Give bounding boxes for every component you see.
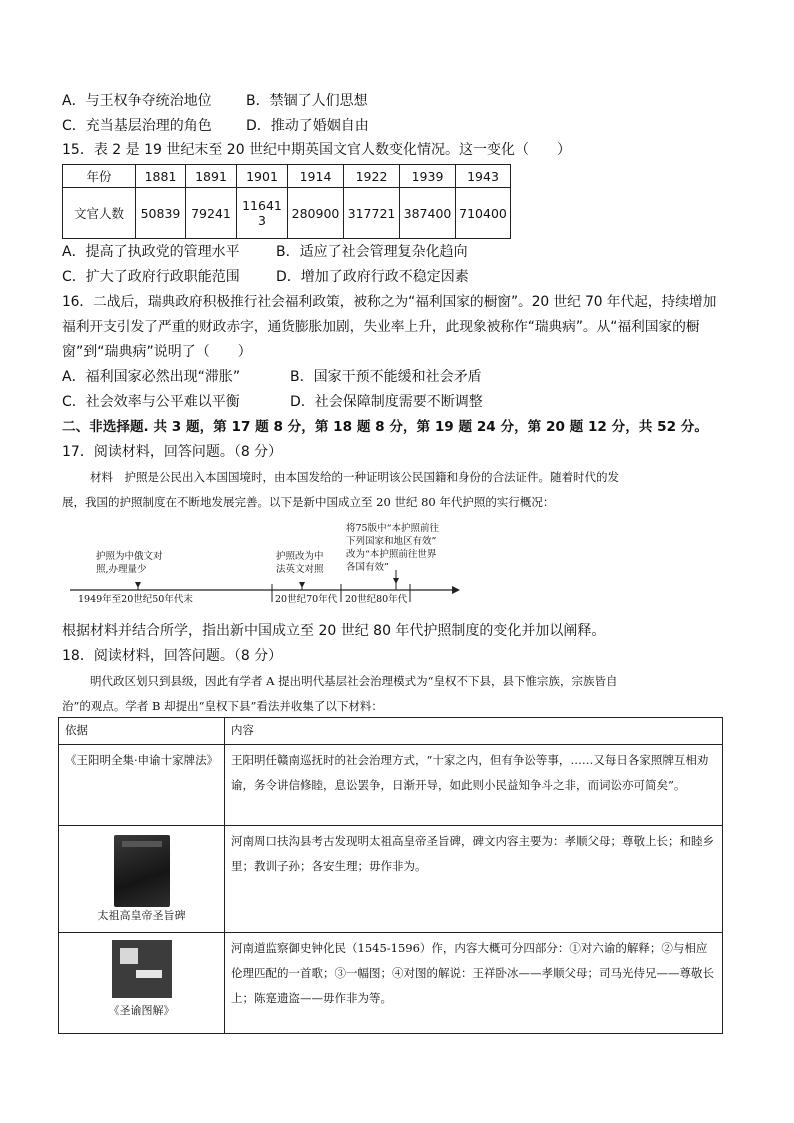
image-caption: 太祖高皇帝圣旨碑 [97, 909, 186, 922]
table-cell: 280900 [288, 188, 344, 239]
timeline-top-note [346, 522, 439, 574]
table-cell [237, 188, 288, 239]
note-line: 下列国家和地区有效” [346, 536, 437, 547]
q15-stem: 15．表 2 是 19 世纪末至 20 世纪中期英国文官人数变化情况。这一变化（ ） [62, 142, 572, 158]
q18-title: 18．阅读材料，回答问题。（8 分） [62, 648, 283, 664]
table-cell: 1891 [186, 165, 237, 188]
q16-line-3: 窗”到“瑞典病”说明了（ ） [62, 344, 252, 360]
cell-line: 3 [258, 213, 266, 228]
table-cell: 317721 [344, 188, 400, 239]
table-cell: 1943 [456, 165, 511, 188]
q16-option-c: C．社会效率与公平难以平衡 [62, 394, 240, 410]
table-row-content [225, 745, 723, 826]
table-header-basis [59, 718, 225, 745]
table-row-content [225, 933, 723, 1034]
q17-question: 根据材料并结合所学，指出新中国成立至 20 世纪 80 年代护照制度的变化并加以阐释。 [62, 623, 606, 639]
table-cell: 1922 [344, 165, 400, 188]
basis-text: 《王阳明全集·申谕十家牌法》 [65, 753, 219, 767]
timeline-era-3: 20世纪80年代 [345, 594, 408, 605]
q14-option-d: D．推动了婚姻自由 [246, 118, 369, 134]
note-line: 将75版中“本护照前往 [346, 523, 439, 534]
stele-image [114, 835, 170, 907]
q17-material-line-1: 材料 护照是公民出入本国国境时，由本国发给的一种证明该公民国籍和身份的合法证件。随着时代的发 [90, 470, 619, 484]
q17-material-line-2: 展，我国的护照制度在不断地发展完善。以下是新中国成立至 20 世纪 80 年代护照的实行概况： [62, 495, 555, 509]
section-heading: 二、非选择题. 共 3 题，第 17 题 8 分，第 18 题 8 分，第 19 题 24 分，第 20 题 12 分，共 52 分。 [62, 419, 708, 435]
table-cell: 79241 [186, 188, 237, 239]
note-line: 护照改为中 [276, 551, 324, 562]
q16-option-d: D．社会保障制度需要不断调整 [290, 394, 483, 410]
passport-timeline [66, 522, 466, 610]
illustration-image [112, 940, 172, 998]
q15-option-d: D．增加了政府行政不稳定因素 [276, 269, 469, 285]
q16-option-a: A．福利国家必然出现“滞胀” [62, 369, 241, 385]
q14-option-b: B．禁锢了人们思想 [246, 93, 368, 109]
content-text: 河南周口扶沟县考古发现明太祖高皇帝圣旨碑，碑文内容主要为：孝顺父母；尊敬上长；和睦乡里；教训子孙；各安生理；毋作非为。 [231, 834, 714, 873]
table-row-basis [59, 826, 225, 933]
timeline-note-1950s [96, 550, 163, 576]
table-cell: 1939 [400, 165, 456, 188]
image-caption: 《圣谕图解》 [108, 1004, 175, 1017]
table-cell: 50839 [136, 188, 186, 239]
note-line: 护照为中俄文对 [96, 551, 163, 562]
note-line: 法英文对照 [276, 564, 324, 575]
note-line: 改为“本护照前往世界 [346, 549, 437, 560]
q15-option-a: A．提高了执政党的管理水平 [62, 244, 240, 260]
evidence-table [58, 717, 723, 1034]
q18-material-line-1: 明代政区划只到县级，因此有学者 A 提出明代基层社会治理模式为“皇权不下县，县下惟宗族，宗族皆自 [90, 674, 618, 688]
q15-option-c: C．扩大了政府行政职能范围 [62, 269, 240, 285]
q17-title: 17．阅读材料，回答问题。（8 分） [62, 444, 283, 460]
timeline-era-2: 20世纪70年代 [275, 594, 338, 605]
civil-servant-table [62, 164, 511, 239]
q18-material-line-2: 治”的观点。学者 B 却提出“皇权下县”看法并收集了以下材料： [62, 699, 383, 713]
table-cell: 年份 [63, 165, 136, 188]
table-header-content [225, 718, 723, 745]
table-cell: 文官人数 [63, 188, 136, 239]
q16-option-b: B．国家干预不能缓和社会矛盾 [290, 369, 482, 385]
cell-line: 11641 [242, 198, 282, 213]
timeline-note-1970s [276, 550, 324, 576]
table-cell: 1901 [237, 165, 288, 188]
note-line: 各国有效” [346, 562, 389, 573]
table-cell: 710400 [456, 188, 511, 239]
q14-option-a: A．与王权争夺统治地位 [62, 93, 212, 109]
q14-option-c: C．充当基层治理的角色 [62, 118, 212, 134]
content-text: 王阳明任赣南巡抚时的社会治理方式，“十家之内，但有争讼等事，……又每日各家照牌互相劝谕，务令讲信修睦，息讼罢争，日渐开导，如此则小民益知争斗之非，而词讼亦可简矣”。 [231, 753, 709, 792]
table-cell: 387400 [400, 188, 456, 239]
q15-option-b: B．适应了社会管理复杂化趋向 [276, 244, 468, 260]
table-cell: 1881 [136, 165, 186, 188]
table-row-content [225, 826, 723, 933]
q16-line-1: 16．二战后，瑞典政府积极推行社会福利政策，被称之为“福利国家的橱窗”。20 世纪 70 年代起，持续增加 [62, 294, 717, 310]
content-text: 河南道监察御史钟化民（1545-1596）作，内容大概可分四部分：①对六谕的解释；②与相应伦理匹配的一首歌；③一幅图；④对图的解说：王祥卧冰——孝顺父母；司马光侍兄——尊敬长上；陈寔遗盗——毋作非为等。 [231, 941, 714, 1005]
q16-line-2: 福利开支引发了严重的财政赤字，通货膨胀加剧，失业率上升，此现象被称作“瑞典病”。从“福利国家的橱 [62, 319, 700, 335]
timeline-era-1: 1949年至20世纪50年代末 [78, 594, 193, 605]
table-cell: 1914 [288, 165, 344, 188]
header-text: 内容 [231, 723, 254, 737]
note-line: 照,办理量少 [96, 564, 147, 575]
header-text: 依据 [65, 723, 88, 737]
table-row-basis [59, 933, 225, 1034]
table-row-basis [59, 745, 225, 826]
